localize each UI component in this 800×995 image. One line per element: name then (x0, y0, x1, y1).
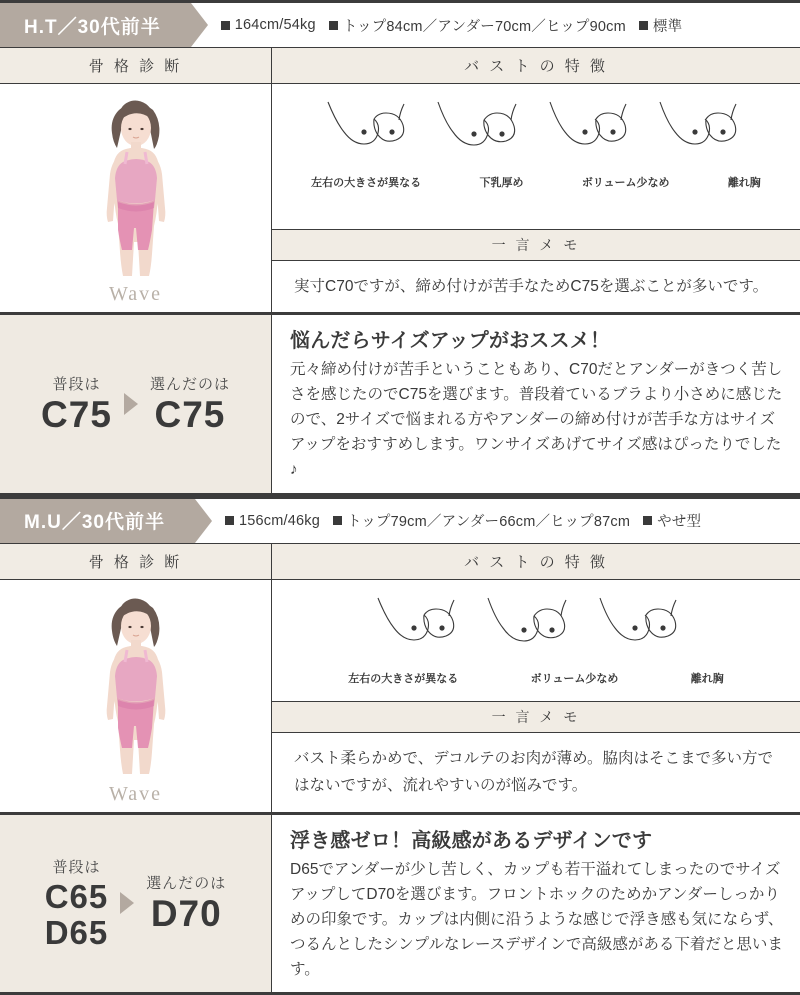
size-summary-2 (0, 815, 272, 993)
usual-size-value-line2: D65 (44, 913, 109, 951)
review-block-1 (0, 0, 800, 496)
bust-shape-illustrations (316, 92, 756, 172)
bust-label: 下乳厚め (479, 177, 524, 189)
bust-illustration-area-1 (272, 84, 800, 229)
skeleton-figure-cell-2 (0, 580, 272, 812)
usual-size-caption: 普段は (52, 859, 101, 877)
chosen-size-value: D70 (150, 893, 222, 935)
spec-text: トップ79cm／アンダー66cm／ヒップ87cm (346, 514, 631, 531)
usual-size-caption: 普段は (52, 375, 101, 393)
bust-label: 離れ胸 (690, 672, 724, 685)
square-bullet-icon (221, 21, 230, 30)
reviewer-specs-1 (191, 3, 800, 47)
bust-label: 左右の大きさが異なる (311, 177, 422, 189)
size-summary-1 (0, 315, 272, 493)
skeleton-type-label-1: Wave (108, 283, 163, 305)
bust-shape-illustrations (366, 588, 706, 668)
size-row-2 (0, 812, 800, 993)
square-bullet-icon (333, 516, 342, 525)
chosen-size-block-1 (140, 373, 240, 435)
comment-title-1: 悩んだらサイズアップがおススメ！ (290, 330, 611, 352)
comment-text-1: 元々締め付けが苦手ということもあり、C70だとアンダーがきつく苦しさを感じたのでC75を選びます。普段着ているブラより小さめに感じたので、2サイズで悩まれる方やアンダーの締め付けが苦手な方はサイズアップをおすすめします。ワンサイズあげてサイズ感はぴったりでした♪ (290, 361, 783, 479)
spec-text: 標準 (652, 18, 683, 35)
bust-illustration-area-2 (272, 580, 800, 702)
comment-cell-1 (272, 315, 800, 493)
spec-text: トップ84cm／アンダー70cm／ヒップ90cm (342, 18, 626, 35)
body-illustration (61, 92, 211, 292)
usual-size-value: C75 (41, 393, 112, 435)
body-illustration (61, 588, 211, 792)
spec-item (639, 15, 682, 36)
reviewer-name-2: M.U／30代前半 (0, 499, 195, 543)
chosen-size-value: C75 (154, 393, 226, 435)
bust-labels-1 (272, 174, 800, 190)
review-header-1 (0, 3, 800, 47)
bust-label: 左右の大きさが異なる (348, 672, 459, 685)
usual-size-block-1 (31, 373, 122, 435)
review-block-2 (0, 496, 800, 995)
column-header-skeleton: 骨 格 診 断 (0, 544, 272, 579)
usual-size-block-2 (35, 856, 119, 950)
spec-item (329, 15, 626, 36)
bust-label: ボリューム少なめ (530, 672, 619, 685)
memo-text-2: バスト柔らかめで、デコルテのお肉が薄め。脇肉はそこまで多い方ではないですが、流れやすいのが悩みです。 (272, 732, 800, 811)
square-bullet-icon (225, 516, 234, 525)
column-header-bust: バ ス ト の 特 徴 (464, 553, 608, 571)
size-row-1 (0, 312, 800, 493)
arrow-icon (120, 892, 134, 914)
bust-cell-1 (272, 84, 800, 312)
comment-text-2: D65でアンダーが少し苦しく、カップも若干溢れてしまったのでサイズアップしてD70を選びます。フロントホックのためかアンダーしっかりめの印象です。カップは内側に沿うような感じで浮き感も気にならず、つるんとしたシンプルなレースデザインで高級感がある下着だと思います。 (290, 860, 784, 978)
usual-size-value-line1: C65 (44, 878, 109, 916)
body-row-2 (0, 579, 800, 812)
comment-cell-2 (272, 815, 800, 993)
column-header-bust: バ ス ト の 特 徴 (464, 58, 608, 75)
spec-item (333, 510, 630, 531)
memo-text-1: 実寸C70ですが、締め付けが苦手なためC75を選ぶことが多いです。 (272, 260, 800, 312)
bust-labels-2 (272, 670, 800, 686)
spec-item (225, 513, 320, 529)
square-bullet-icon (643, 516, 652, 525)
bust-cell-2 (272, 580, 800, 812)
bust-label: ボリューム少なめ (581, 177, 670, 189)
spec-item (221, 17, 316, 33)
arrow-icon (124, 393, 138, 415)
reviewer-specs-2 (195, 499, 800, 543)
memo-header-2: 一 言 メ モ (272, 701, 800, 732)
column-headers-1 (0, 47, 800, 83)
review-header-2 (0, 499, 800, 543)
memo-header-1: 一 言 メ モ (272, 229, 800, 260)
chosen-size-caption: 選んだのは (149, 375, 230, 393)
spec-text: やせ型 (657, 514, 702, 531)
body-row-1 (0, 83, 800, 312)
square-bullet-icon (329, 21, 338, 30)
spec-text: 164cm/54kg (234, 17, 316, 33)
comment-title-2: 浮き感ゼロ！高級感があるデザインです (290, 829, 653, 852)
bust-label: 離れ胸 (727, 177, 761, 189)
spec-item (643, 510, 701, 531)
column-headers-2 (0, 543, 800, 579)
skeleton-figure-cell-1 (0, 84, 272, 312)
reviewer-name-1: H.T／30代前半 (0, 3, 191, 47)
chosen-size-caption: 選んだのは (146, 875, 227, 893)
column-header-skeleton: 骨 格 診 断 (0, 48, 272, 83)
spec-text: 156cm/46kg (238, 512, 320, 529)
chosen-size-block-2 (136, 872, 236, 934)
skeleton-type-label-2: Wave (108, 782, 163, 805)
square-bullet-icon (639, 21, 648, 30)
